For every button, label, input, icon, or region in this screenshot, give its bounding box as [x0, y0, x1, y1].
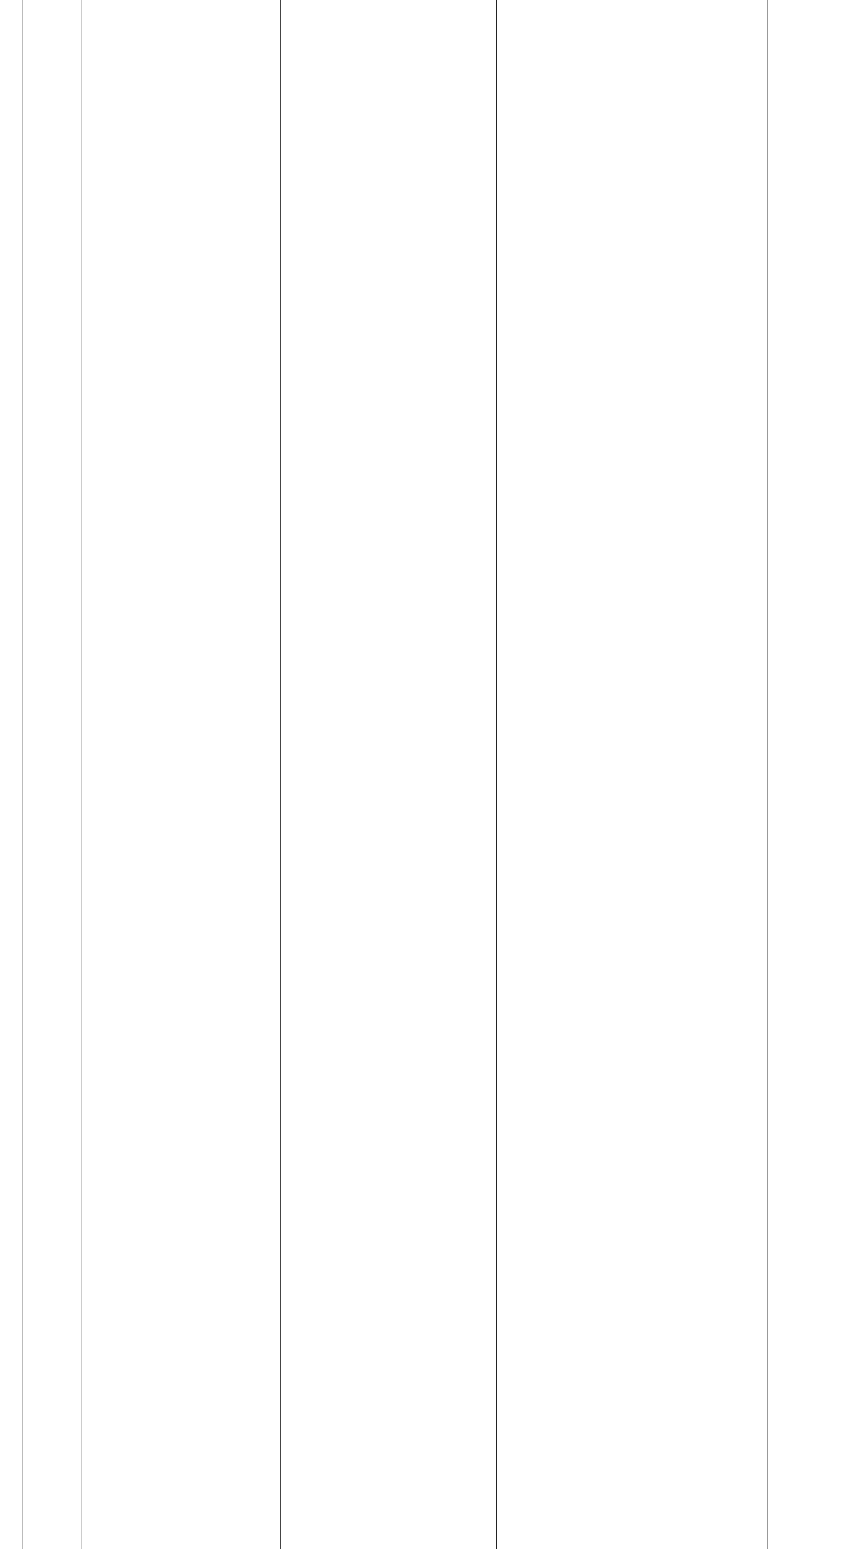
- column-divider: [496, 0, 497, 1549]
- column-divider: [280, 0, 281, 1549]
- column-divider: [81, 0, 82, 1549]
- column-divider: [22, 0, 23, 1549]
- column-divider: [767, 0, 768, 1549]
